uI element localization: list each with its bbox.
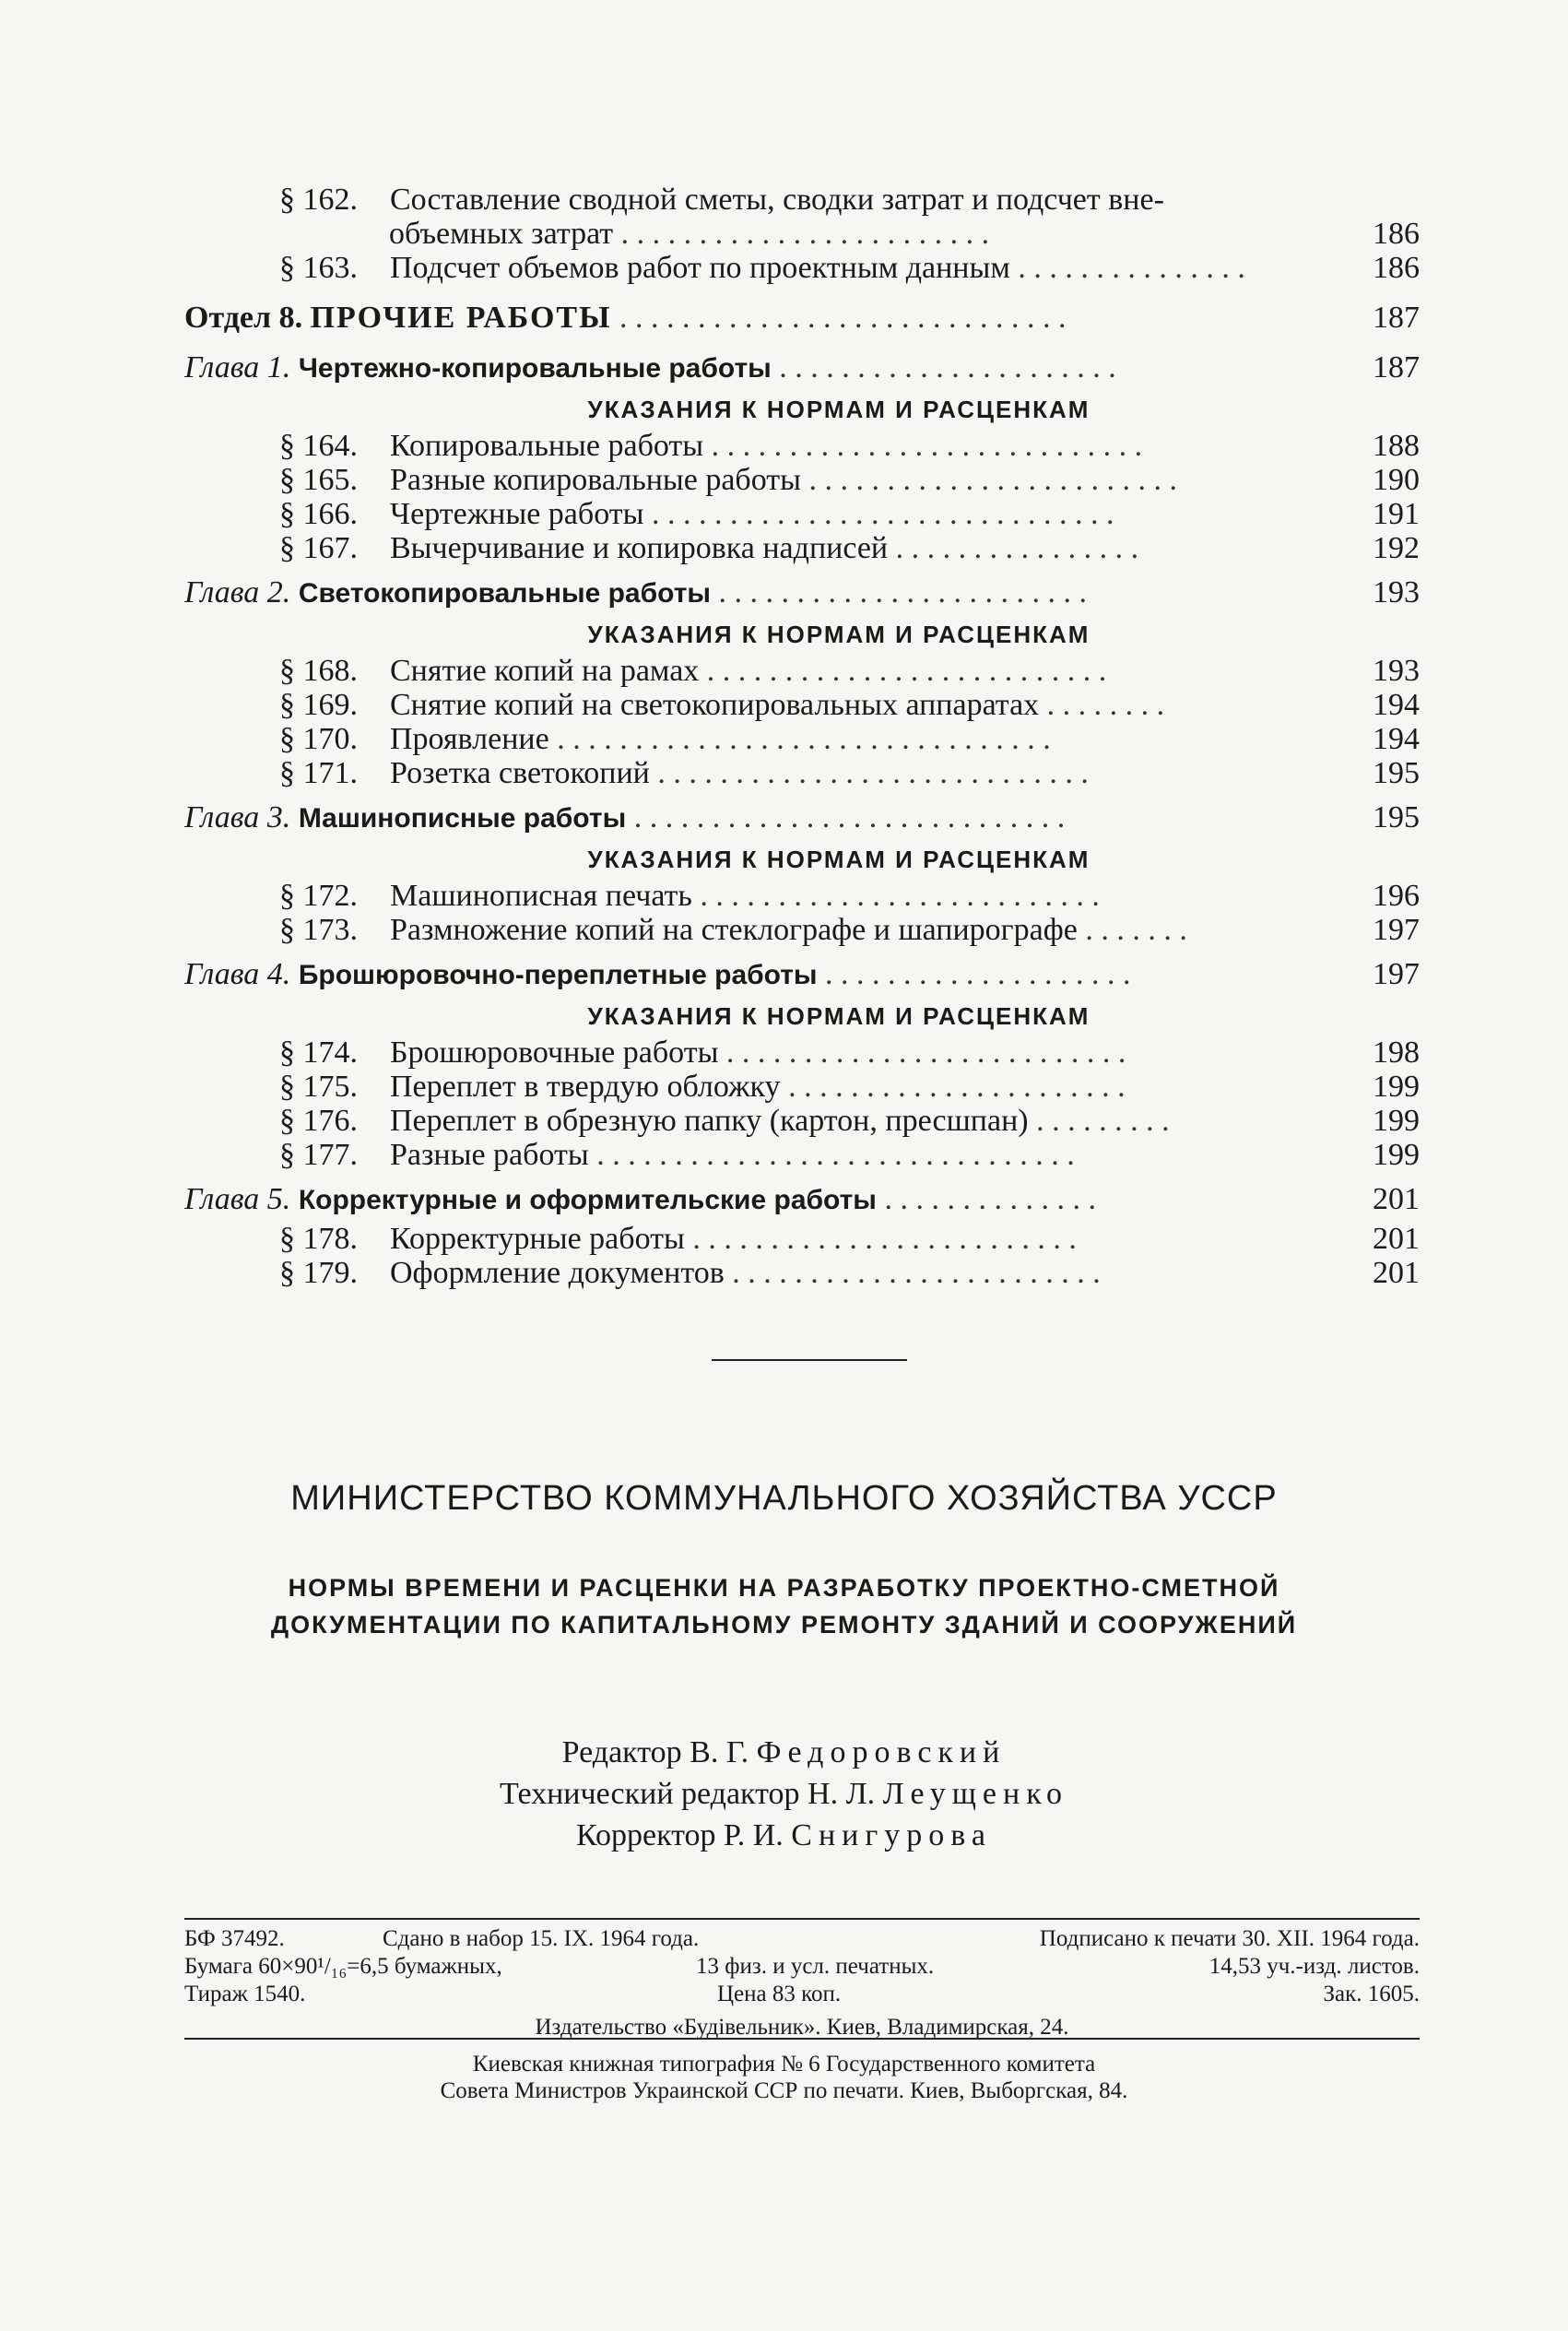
page-number: 187 bbox=[1373, 301, 1420, 335]
printer-details bbox=[0, 2051, 1568, 2104]
section-number: § 170. bbox=[279, 722, 358, 756]
page-number: 196 bbox=[1373, 879, 1420, 913]
toc-entry-164: § 164. Копировальные работы . . . . . . . . . . . . . . . . . . . . . . . . . . . . 188 bbox=[279, 429, 1420, 463]
section-title: Переплет в твердую обложку bbox=[390, 1070, 781, 1104]
page-number: 197 bbox=[1373, 913, 1420, 947]
credit-corrector bbox=[0, 1815, 1568, 1856]
publisher-sheets: 14,53 уч.-изд. листов. bbox=[1208, 1954, 1420, 1979]
print-code: БФ 37492. bbox=[184, 1926, 285, 1951]
credit-role: Редактор В. Г. bbox=[561, 1735, 749, 1769]
toc-part-8: Отдел 8. ПРОЧИЕ РАБОТЫ . . . . . . . . . . . . . . . . . . . . . . . . . . . . . 187 bbox=[184, 296, 1420, 340]
toc-entry-173: § 173. Размножение копий на стеклографе и шапирографе . . . . . . . 197 bbox=[279, 913, 1420, 947]
page-number: 193 bbox=[1373, 575, 1420, 609]
section-title: Брошюровочные работы bbox=[390, 1035, 719, 1070]
chapter-label: Глава 1. bbox=[184, 350, 291, 385]
publication-details bbox=[184, 1925, 1420, 2041]
page-number: 201 bbox=[1373, 1256, 1420, 1290]
toc-entry-163: § 163. Подсчет объемов работ по проектным данным . . . . . . . . . . . . . . . 186 bbox=[279, 251, 1420, 285]
subsection-header: УКАЗАНИЯ К НОРМАМ И РАСЦЕНКАМ bbox=[587, 846, 1091, 873]
credits bbox=[0, 1732, 1568, 1856]
toc-entry-167: § 167. Вычерчивание и копировка надписей . . . . . . . . . . . . . . . . 192 bbox=[279, 531, 1420, 565]
credit-tech-editor bbox=[0, 1773, 1568, 1815]
section-title: Розетка светокопий bbox=[390, 756, 650, 790]
section-number: § 174. bbox=[279, 1035, 358, 1070]
toc-entry-179: § 179. Оформление документов . . . . . . . . . . . . . . . . . . . . . . . . 201 bbox=[279, 1256, 1420, 1290]
circulation: Тираж 1540. bbox=[184, 1982, 306, 2006]
subsection-header: УКАЗАНИЯ К НОРМАМ И РАСЦЕНКАМ bbox=[587, 396, 1091, 423]
ministry-name: МИНИСТЕРСТВО КОММУНАЛЬНОГО ХОЗЯЙСТВА УССР bbox=[290, 1479, 1278, 1518]
page-number: 197 bbox=[1373, 957, 1420, 991]
page-number: 188 bbox=[1373, 429, 1420, 463]
part-label: Отдел 8. bbox=[184, 301, 303, 335]
toc-entry-169: § 169. Снятие копий на светокопировальных аппаратах . . . . . . . . 194 bbox=[279, 688, 1420, 722]
page-number: 193 bbox=[1373, 654, 1420, 688]
print-sheets: 13 физ. и усл. печатных. bbox=[696, 1954, 935, 1979]
divider-line bbox=[712, 1359, 907, 1361]
chapter-label: Глава 2. bbox=[184, 575, 291, 609]
credit-name: Снигурова bbox=[791, 1818, 992, 1852]
subsection-header: УКАЗАНИЯ К НОРМАМ И РАСЦЕНКАМ bbox=[587, 621, 1091, 648]
submitted-date: Сдано в набор 15. IX. 1964 года. bbox=[383, 1926, 700, 1951]
section-title: Снятие копий на рамах bbox=[390, 654, 700, 688]
section-title: Машинописная печать bbox=[390, 879, 692, 913]
toc-entry-178: § 178. Корректурные работы . . . . . . . . . . . . . . . . . . . . . . . . . 201 bbox=[279, 1222, 1420, 1256]
section-title: Чертежные работы bbox=[390, 497, 644, 531]
order-number: Зак. 1605. bbox=[1323, 1982, 1420, 2006]
toc-entry-175: § 175. Переплет в твердую обложку . . . . . . . . . . . . . . . . . . . . . . 199 bbox=[279, 1070, 1420, 1104]
section-number: § 162. bbox=[279, 183, 358, 217]
page-number: 199 bbox=[1373, 1070, 1420, 1104]
section-title: Вычерчивание и копировка надписей bbox=[390, 531, 889, 565]
chapter-label: Глава 5. bbox=[184, 1182, 291, 1216]
toc-chapter-1: Глава 1. Чертежно-копировальные работы . . . . . . . . . . . . . . . . . . . . . . 187 bbox=[184, 346, 1420, 390]
rule-bottom bbox=[184, 2038, 1420, 2040]
toc-chapter-4: Глава 4. Брошюровочно-переплетные работы . . . . . . . . . . . . . . . . . . . . 197 bbox=[184, 953, 1420, 997]
part-title: ПРОЧИЕ РАБОТЫ bbox=[310, 301, 612, 335]
toc-entry-166: § 166. Чертежные работы . . . . . . . . . . . . . . . . . . . . . . . . . . . . . . 191 bbox=[279, 497, 1420, 531]
section-number: § 179. bbox=[279, 1256, 358, 1290]
toc-entry-172: § 172. Машинописная печать . . . . . . . . . . . . . . . . . . . . . . . . . . 196 bbox=[279, 879, 1420, 913]
chapter-label: Глава 3. bbox=[184, 800, 291, 834]
chapter-title: Корректурные и оформительские работы bbox=[298, 1185, 877, 1215]
toc-entry-168: § 168. Снятие копий на рамах . . . . . . . . . . . . . . . . . . . . . . . . . . 193 bbox=[279, 654, 1420, 688]
document-title-line-2: ДОКУМЕНТАЦИИ ПО КАПИТАЛЬНОМУ РЕМОНТУ ЗДАНИЙ И СООРУЖЕНИЙ bbox=[270, 1611, 1298, 1639]
section-number: § 177. bbox=[279, 1138, 358, 1172]
page-number: 190 bbox=[1373, 463, 1420, 497]
page-number: 191 bbox=[1373, 497, 1420, 531]
signed-date: Подписано к печати 30. XII. 1964 года. bbox=[1039, 1926, 1420, 1951]
section-title: Переплет в обрезную папку (картон, пресшпан) bbox=[390, 1104, 1029, 1138]
chapter-title: Машинописные работы bbox=[298, 803, 627, 834]
page-number: 187 bbox=[1373, 350, 1420, 385]
chapter-title: Чертежно-копировальные работы bbox=[298, 353, 772, 384]
chapter-title: Светокопировальные работы bbox=[298, 578, 712, 609]
section-title: Проявление bbox=[390, 722, 549, 756]
section-number: § 175. bbox=[279, 1070, 358, 1104]
page-number: 194 bbox=[1373, 722, 1420, 756]
section-number: § 178. bbox=[279, 1222, 358, 1256]
credit-name: Леущенко bbox=[882, 1777, 1068, 1811]
section-title: Составление сводной сметы, сводки затрат и подсчет вне- bbox=[390, 183, 1164, 217]
page-number: 194 bbox=[1373, 688, 1420, 722]
credit-role: Технический редактор Н. Л. bbox=[499, 1777, 876, 1811]
page-number: 186 bbox=[1373, 251, 1420, 285]
page-number: 199 bbox=[1373, 1104, 1420, 1138]
page-number: 186 bbox=[1373, 217, 1420, 251]
printer-line-2: Совета Министров Украинской ССР по печати. Киев, Выборгская, 84. bbox=[440, 2078, 1128, 2103]
section-number: § 164. bbox=[279, 429, 358, 463]
toc-entry-170: § 170. Проявление . . . . . . . . . . . . . . . . . . . . . . . . . . . . . . . . 194 bbox=[279, 722, 1420, 756]
toc-entry-171: § 171. Розетка светокопий . . . . . . . . . . . . . . . . . . . . . . . . . . . . 195 bbox=[279, 756, 1420, 790]
section-title-cont: объемных затрат bbox=[389, 217, 614, 251]
section-number: § 176. bbox=[279, 1104, 358, 1138]
table-of-contents bbox=[184, 183, 1420, 1290]
section-title: Разные копировальные работы bbox=[390, 463, 801, 497]
publisher: Издательство «Будівельник». Киев, Владимирская, 24. bbox=[535, 2015, 1069, 2040]
section-title: Разные работы bbox=[390, 1138, 589, 1172]
toc-chapter-3: Глава 3. Машинописные работы . . . . . . . . . . . . . . . . . . . . . . . . . . . . 195 bbox=[184, 796, 1420, 840]
document-title-line-1: НОРМЫ ВРЕМЕНИ И РАСЦЕНКИ НА РАЗРАБОТКУ ПРОЕКТНО-СМЕТНОЙ bbox=[288, 1574, 1280, 1602]
section-title: Копировальные работы bbox=[390, 429, 704, 463]
credit-editor bbox=[0, 1732, 1568, 1773]
section-number: § 171. bbox=[279, 756, 358, 790]
section-title: Размножение копий на стеклографе и шапирографе bbox=[390, 913, 1078, 947]
section-number: § 163. bbox=[279, 251, 358, 285]
toc-chapter-5: Глава 5. Корректурные и оформительские работы . . . . . . . . . . . . . . 201 bbox=[184, 1177, 1420, 1222]
section-number: § 168. bbox=[279, 654, 358, 688]
toc-entry-176: § 176. Переплет в обрезную папку (картон, пресшпан) . . . . . . . . . 199 bbox=[279, 1104, 1420, 1138]
section-number: § 167. bbox=[279, 531, 358, 565]
section-number: § 165. bbox=[279, 463, 358, 497]
section-number: § 172. bbox=[279, 879, 358, 913]
section-number: § 169. bbox=[279, 688, 358, 722]
toc-entry-177: § 177. Разные работы . . . . . . . . . . . . . . . . . . . . . . . . . . . . . . . 199 bbox=[279, 1138, 1420, 1172]
page-number: 201 bbox=[1373, 1222, 1420, 1256]
section-title: Оформление документов bbox=[390, 1256, 725, 1290]
section-title: Подсчет объемов работ по проектным данным bbox=[390, 251, 1010, 285]
page-number: 195 bbox=[1373, 756, 1420, 790]
credit-name: Федоровский bbox=[756, 1735, 1007, 1769]
toc-entry-162 bbox=[184, 183, 1420, 217]
subsection-header: УКАЗАНИЯ К НОРМАМ И РАСЦЕНКАМ bbox=[587, 1002, 1091, 1030]
rule-top bbox=[184, 1918, 1420, 1920]
section-title: Корректурные работы bbox=[390, 1222, 685, 1256]
document-title bbox=[0, 1569, 1568, 1643]
printer-line-1: Киевская книжная типография № 6 Государственного комитета bbox=[472, 2052, 1096, 2077]
price: Цена 83 коп. bbox=[717, 1982, 842, 2006]
paper-format: Бумага 60×90¹/₁₆=6,5 бумажных, bbox=[184, 1954, 502, 1979]
section-number: § 173. bbox=[279, 913, 358, 947]
page-number: 199 bbox=[1373, 1138, 1420, 1172]
credit-role: Корректор Р. И. bbox=[576, 1818, 784, 1852]
page-number: 195 bbox=[1373, 800, 1420, 834]
toc-entry-165: § 165. Разные копировальные работы . . . . . . . . . . . . . . . . . . . . . . . . 190 bbox=[279, 463, 1420, 497]
page-number: 201 bbox=[1373, 1182, 1420, 1216]
page-number: 198 bbox=[1373, 1035, 1420, 1070]
toc-entry-162-cont: объемных затрат . . . . . . . . . . . . . . . . . . . . . . . . 186 bbox=[389, 217, 1420, 251]
toc-entry-174: § 174. Брошюровочные работы . . . . . . . . . . . . . . . . . . . . . . . . . . 198 bbox=[279, 1035, 1420, 1070]
chapter-title: Брошюровочно-переплетные работы bbox=[298, 960, 818, 990]
chapter-label: Глава 4. bbox=[184, 957, 291, 991]
section-number: § 166. bbox=[279, 497, 358, 531]
page-number: 192 bbox=[1373, 531, 1420, 565]
toc-chapter-2: Глава 2. Светокопировальные работы . . . . . . . . . . . . . . . . . . . . . . . . 193 bbox=[184, 571, 1420, 615]
section-title: Снятие копий на светокопировальных аппаратах bbox=[390, 688, 1040, 722]
